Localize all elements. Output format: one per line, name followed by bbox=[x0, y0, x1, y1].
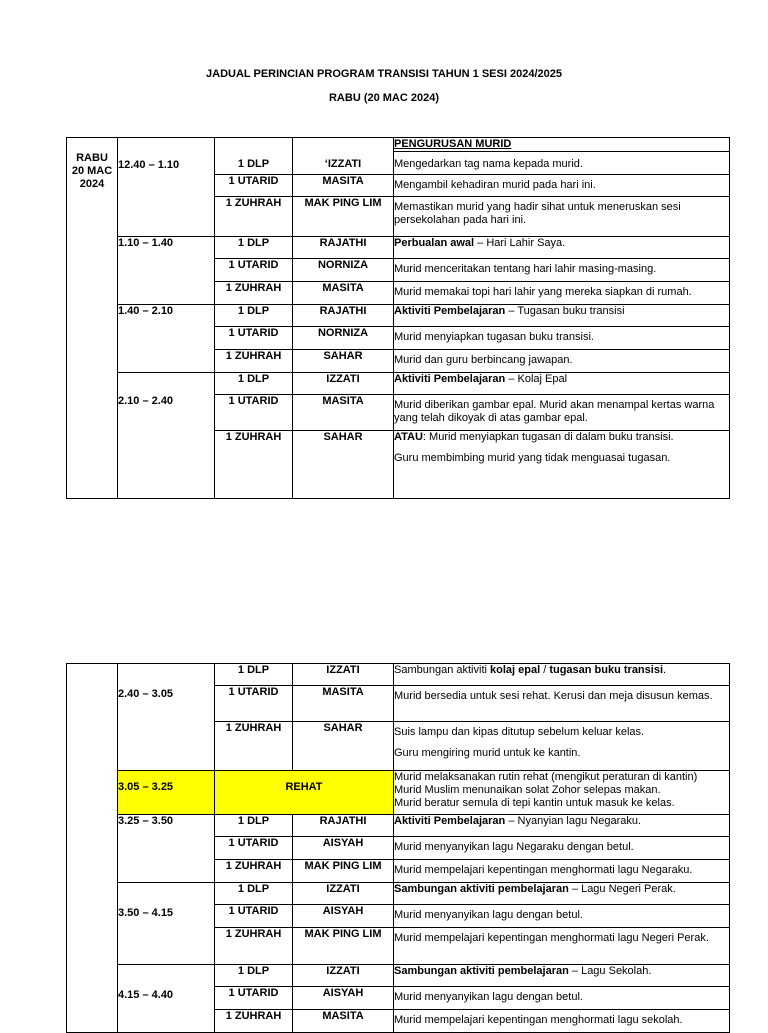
day-year: 2024 bbox=[79, 178, 105, 190]
activity-text: Murid dan guru berbincang jawapan. bbox=[394, 350, 730, 373]
teacher-name: AISYAH bbox=[293, 987, 394, 1010]
activity-text: Mengambil kehadiran murid pada hari ini. bbox=[394, 175, 730, 197]
activity-text: Murid menyanyikan lagu Negaraku dengan betul. bbox=[394, 837, 730, 860]
class-name: 1 DLP bbox=[215, 965, 293, 987]
schedule-table-1 bbox=[66, 137, 730, 499]
activity-text: Suis lampu dan kipas ditutup sebelum keluar kelas. Guru mengiring murid untuk ke kantin. bbox=[394, 722, 730, 771]
class-name: 1 ZUHRAH bbox=[215, 928, 293, 965]
activity-text: Mengedarkan tag nama kepada murid. bbox=[394, 152, 730, 175]
activity-text: Murid diberikan gambar epal. Murid akan menampal kertas warna yang telah dikoyak di atas gambar epal. bbox=[394, 395, 730, 431]
teacher-name: IZZATI bbox=[293, 883, 394, 905]
class-name: 1 UTARID bbox=[215, 175, 293, 197]
class-name: 1 DLP bbox=[215, 815, 293, 837]
class-name: 1 UTARID bbox=[215, 327, 293, 350]
teacher-name: MASITA bbox=[293, 175, 394, 197]
teacher-name: SAHAR bbox=[293, 350, 394, 373]
teacher-name: MAK PING LIM bbox=[293, 197, 394, 237]
rehat-notes: Murid melaksanakan rutin rehat (mengikut peraturan di kantin) Murid Muslim menunaikan solat Zohor selepas makan. Murid beratur semula di tepi kantin untuk masuk ke kelas. bbox=[394, 771, 730, 815]
teacher-name: AISYAH bbox=[293, 837, 394, 860]
teacher-name: RAJATHI bbox=[293, 815, 394, 837]
teacher-name: NORNIZA bbox=[293, 327, 394, 350]
activity-text: Murid menyiapkan tugasan buku transisi. bbox=[394, 327, 730, 350]
time-slot: 2.10 – 2.40 bbox=[118, 373, 215, 499]
activity-text: Aktiviti Pembelajaran – Kolaj Epal bbox=[394, 373, 730, 395]
time-slot: 4.15 – 4.40 bbox=[118, 965, 215, 1033]
teacher-name: MASITA bbox=[293, 282, 394, 305]
class-name: 1 DLP bbox=[215, 664, 293, 686]
class-name: 1 DLP bbox=[215, 237, 293, 259]
time-slot: 1.10 – 1.40 bbox=[118, 237, 215, 305]
time-slot: 12.40 – 1.10 bbox=[118, 138, 215, 237]
time-slot: 2.40 – 3.05 bbox=[118, 664, 215, 771]
teacher-name: MAK PING LIM bbox=[293, 928, 394, 965]
teacher-name: AISYAH bbox=[293, 905, 394, 928]
activity-text: Murid menyanyikan lagu dengan betul. bbox=[394, 987, 730, 1010]
activity-text: Murid menceritakan tentang hari lahir masing-masing. bbox=[394, 259, 730, 282]
teacher-name: SAHAR bbox=[293, 431, 394, 499]
time-slot: 1.40 – 2.10 bbox=[118, 305, 215, 373]
document-title: JADUAL PERINCIAN PROGRAM TRANSISI TAHUN 1 SESI 2024/2025 bbox=[206, 68, 562, 80]
activity-text: Perbualan awal – Hari Lahir Saya. bbox=[394, 237, 730, 259]
teacher-name: IZZATI bbox=[293, 664, 394, 686]
day-cell bbox=[67, 138, 118, 499]
teacher-name: MASITA bbox=[293, 395, 394, 431]
class-name: 1 DLP bbox=[215, 305, 293, 327]
teacher-name: MASITA bbox=[293, 1010, 394, 1033]
class-name: 1 UTARID bbox=[215, 905, 293, 928]
teacher-name: ‘IZZATI bbox=[293, 152, 394, 175]
activity-text: Aktiviti Pembelajaran – Nyanyian lagu Negaraku. bbox=[394, 815, 730, 837]
class-name: 1 DLP bbox=[215, 373, 293, 395]
class-name: 1 UTARID bbox=[215, 395, 293, 431]
activity-text: Murid mempelajari kepentingan menghormati lagu Negeri Perak. bbox=[394, 928, 730, 965]
class-name: 1 DLP bbox=[215, 152, 293, 175]
schedule-table-2 bbox=[66, 663, 730, 1033]
class-name: 1 ZUHRAH bbox=[215, 722, 293, 771]
class-name: 1 DLP bbox=[215, 883, 293, 905]
activity-text: Murid bersedia untuk sesi rehat. Kerusi dan meja disusun kemas. bbox=[394, 686, 730, 722]
class-name: 1 UTARID bbox=[215, 987, 293, 1010]
class-name: 1 ZUHRAH bbox=[215, 1010, 293, 1033]
teacher-name: MASITA bbox=[293, 686, 394, 722]
activity-text: Sambungan aktiviti pembelajaran – Lagu Negeri Perak. bbox=[394, 883, 730, 905]
activity-text: Murid memakai topi hari lahir yang mereka siapkan di rumah. bbox=[394, 282, 730, 305]
rehat-time: 3.05 – 3.25 bbox=[118, 771, 215, 815]
day-date: 20 MAC bbox=[71, 165, 113, 177]
document-subtitle: RABU (20 MAC 2024) bbox=[328, 92, 440, 104]
class-name: 1 ZUHRAH bbox=[215, 431, 293, 499]
time-slot: 3.25 – 3.50 bbox=[118, 815, 215, 883]
teacher-name: SAHAR bbox=[293, 722, 394, 771]
teacher-name: IZZATI bbox=[293, 965, 394, 987]
class-name: 1 ZUHRAH bbox=[215, 350, 293, 373]
time-slot: 3.50 – 4.15 bbox=[118, 883, 215, 965]
class-name: 1 UTARID bbox=[215, 837, 293, 860]
activity-text: Murid mempelajari kepentingan menghormati lagu Negaraku. bbox=[394, 860, 730, 883]
teacher-name: MAK PING LIM bbox=[293, 860, 394, 883]
class-name: 1 UTARID bbox=[215, 259, 293, 282]
activity-text: ATAU: Murid menyiapkan tugasan di dalam buku transisi. Guru membimbing murid yang tidak menguasai tugasan. bbox=[394, 431, 730, 499]
activity-text: Sambungan aktiviti kolaj epal / tugasan buku transisi. bbox=[394, 664, 730, 686]
section-header: PENGURUSAN MURID bbox=[394, 138, 730, 152]
teacher-name: NORNIZA bbox=[293, 259, 394, 282]
teacher-name: IZZATI bbox=[293, 373, 394, 395]
activity-text: Memastikan murid yang hadir sihat untuk meneruskan sesi persekolahan pada hari ini. bbox=[394, 197, 730, 237]
activity-text: Murid menyanyikan lagu dengan betul. bbox=[394, 905, 730, 928]
teacher-name: RAJATHI bbox=[293, 237, 394, 259]
class-name: 1 ZUHRAH bbox=[215, 197, 293, 237]
activity-text: Sambungan aktiviti pembelajaran – Lagu Sekolah. bbox=[394, 965, 730, 987]
activity-text: Aktiviti Pembelajaran – Tugasan buku transisi bbox=[394, 305, 730, 327]
teacher-name: RAJATHI bbox=[293, 305, 394, 327]
class-name: 1 ZUHRAH bbox=[215, 860, 293, 883]
activity-text: Murid mempelajari kepentingan menghormati lagu sekolah. bbox=[394, 1010, 730, 1033]
day-name: RABU bbox=[76, 152, 108, 164]
class-name: 1 ZUHRAH bbox=[215, 282, 293, 305]
class-name: 1 UTARID bbox=[215, 686, 293, 722]
day-cell bbox=[67, 664, 118, 1033]
rehat-label: REHAT bbox=[215, 771, 394, 815]
